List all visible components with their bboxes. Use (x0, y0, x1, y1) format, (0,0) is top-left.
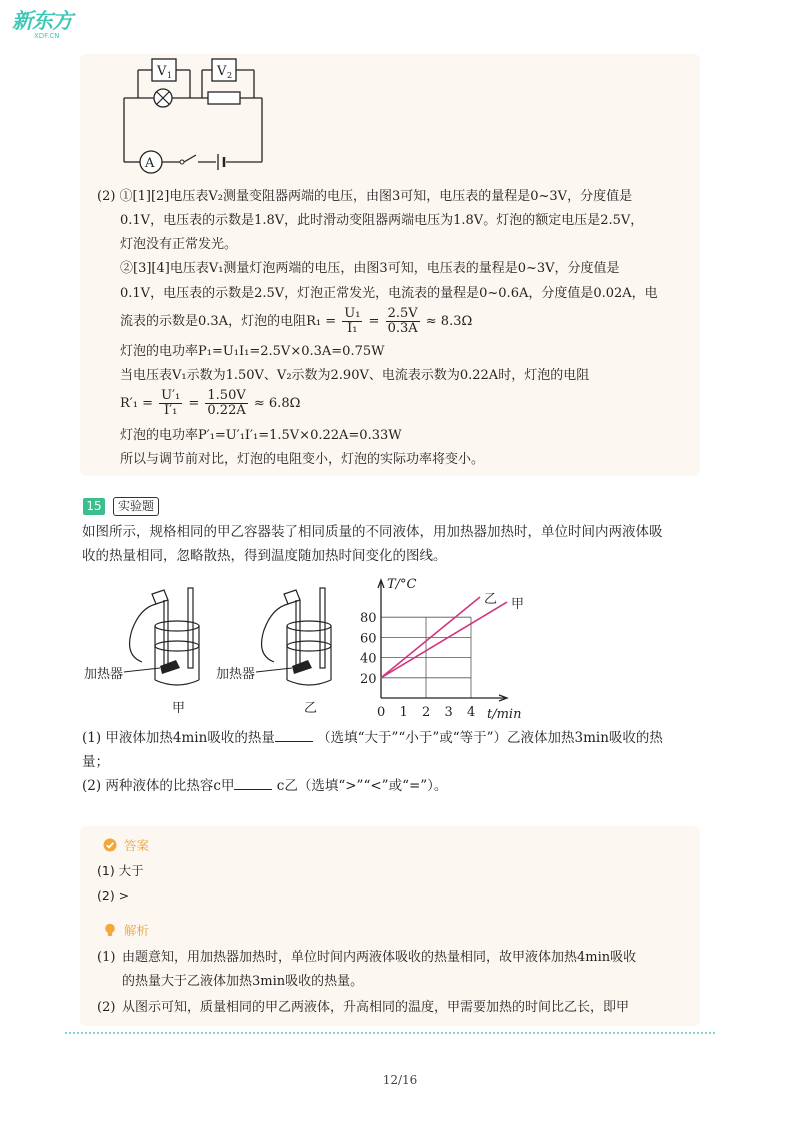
heater-label-2: 加热器 (216, 667, 256, 682)
sub-question-1-text-b: （选填“大于”“小于”或“等于”）乙液体加热3min吸收的热 (317, 730, 663, 746)
sub-question-2-text-b: c乙（选填“>”“<”或“=”）。 (276, 778, 448, 794)
chart-x-tick-label: 0 (377, 705, 386, 720)
svg-text:A: A (145, 156, 155, 171)
solution-line-5: 0.1V，电压表的示数是2.5V，灯泡正常发光，电流表的量程是0~0.6A，分度值是0.02A，电 (120, 286, 658, 301)
answer-heading: 答案 (124, 838, 150, 853)
rheostat-icon (208, 92, 240, 104)
lightbulb-icon (103, 923, 117, 937)
temperature-time-chart (355, 576, 535, 720)
chart-y-tick-label: 60 (360, 631, 377, 647)
solution-line-1: (2) ①[1][2]电压表V₂测量变阻器两端的电压，由图3可知，电压表的量程是0~3V，分度值是 (97, 189, 633, 204)
container-label-jia: 甲 (172, 701, 186, 716)
beaker-figure-jia (80, 580, 220, 720)
sub-question-1 (82, 726, 663, 750)
formula1-fraction-b: $\frac{2.5V}{0.3A}$ (387, 306, 418, 336)
chart-y-tick-label: 20 (360, 671, 377, 687)
section-divider (65, 1032, 715, 1034)
chart-y-tick-label: 40 (360, 651, 377, 667)
ammeter-icon (140, 151, 162, 173)
xdf-logo (12, 10, 72, 42)
chart-series-label: 乙 (484, 592, 498, 607)
svg-text:2: 2 (227, 71, 233, 80)
sub-question-2-number: (2) (82, 778, 102, 794)
sub-question-2 (82, 774, 447, 798)
svg-text:V: V (217, 64, 227, 79)
sub-question-1-number: (1) (82, 730, 102, 746)
analysis-p1-line-2: 的热量大于乙液体加热3min吸收的热量。 (122, 974, 364, 989)
chart-y-axis-label: T/°C (387, 577, 417, 592)
formula2-prefix: R′₁ = (120, 396, 158, 411)
when-line: 当电压表V₁示数为1.50V、V₂示数为2.90V、电流表示数为0.22A时，灯泡的电阻 (120, 368, 590, 383)
answer-blank-1[interactable] (275, 727, 313, 742)
formula2-fraction-b: $\frac{1.50V}{0.22A}$ (207, 388, 246, 418)
chart-x-tick-label: 4 (467, 705, 476, 720)
heater-label-1: 加热器 (84, 667, 124, 682)
logo-subtext: XDF.CN (34, 32, 60, 40)
svg-text:V: V (157, 64, 167, 79)
sub-question-2-text-a: 两种液体的比热容c甲 (105, 778, 235, 794)
resistance-formula-1: 流表的示数是0.3A，灯泡的电阻R₁ = $\frac{\text{U₁}}{\text{I₁}}$ = $\frac{2.5V}{0.3A}$ ≈ 8.3Ω (120, 306, 473, 336)
battery-icon (218, 154, 224, 170)
chart-x-tick-label: 3 (444, 705, 453, 720)
switch-icon (180, 160, 184, 164)
formula2-fraction-a: $\frac{\text{U′₁}}{\text{I′₁}}$ (161, 388, 181, 418)
analysis-p2-line-1: 从图示可知，质量相同的甲乙两液体，升高相同的温度，甲需要加热的时间比乙长，即甲 (122, 1000, 630, 1015)
chart-x-tick-label: 2 (422, 705, 431, 720)
analysis-p1-number: (1) (97, 950, 116, 965)
solution-line-4: ②[3][4]电压表V₁测量灯泡两端的电压，由图3可知，电压表的量程是0~3V，分度值是 (120, 261, 620, 276)
svg-text:1: 1 (167, 71, 173, 80)
voltmeter-v1-icon (152, 59, 176, 81)
sub-question-1-line-2: 量； (82, 754, 109, 770)
formula2-result: ≈ 6.8Ω (253, 396, 301, 411)
analysis-heading: 解析 (124, 923, 150, 938)
question-stem-line-2: 收的热量相同，忽略散热，得到温度随加热时间变化的图线。 (82, 548, 447, 564)
page-number: 12/16 (382, 1073, 418, 1087)
solution-line-3: 灯泡没有正常发光。 (120, 237, 238, 252)
resistance-formula-2: R′₁ = $\frac{\text{U′₁}}{\text{I′₁}}$ = $\frac{1.50V}{0.22A}$ ≈ 6.8Ω (120, 388, 301, 418)
question-stem-line-1: 如图所示，规格相同的甲乙容器装了相同质量的不同液体，用加热器加热时，单位时间内两液体吸 (82, 524, 663, 540)
container-label-yi: 乙 (304, 701, 318, 716)
check-circle-icon (103, 838, 117, 852)
chart-series-line (381, 602, 507, 678)
chart-x-tick-label: 1 (399, 705, 408, 720)
answer-line-1: (1) 大于 (97, 863, 144, 878)
lamp-icon (154, 89, 172, 107)
chart-y-tick-label: 80 (360, 611, 377, 627)
chart-series-label: 甲 (511, 597, 525, 613)
circuit-diagram (118, 54, 268, 176)
chart-x-axis-label: t/min (487, 707, 522, 720)
logo-text: 新东方 (12, 9, 72, 33)
formula1-result: ≈ 8.3Ω (425, 314, 473, 329)
conclusion-line: 所以与调节前对比，灯泡的电阻变小，灯泡的实际功率将变小。 (120, 452, 485, 467)
question-number-badge: 15 (83, 498, 105, 515)
sub-question-1-text-a: 甲液体加热4min吸收的热量 (105, 730, 275, 746)
answer-blank-2[interactable] (234, 775, 272, 790)
formula1-prefix: 流表的示数是0.3A，灯泡的电阻R₁ = (120, 314, 341, 329)
answer-line-2: (2) > (97, 888, 130, 903)
beaker-figure-yi (212, 580, 352, 720)
voltmeter-v2-icon (212, 59, 236, 81)
solution-line-2: 0.1V，电压表的示数是1.8V，此时滑动变阻器两端电压为1.8V。灯泡的额定电压是2.5V， (120, 213, 644, 228)
power-line-2: 灯泡的电功率P′₁=U′₁I′₁=1.5V×0.22A=0.33W (120, 428, 402, 443)
analysis-p1-line-1: 由题意知，用加热器加热时，单位时间内两液体吸收的热量相同，故甲液体加热4min吸收 (122, 950, 637, 965)
power-line-1: 灯泡的电功率P₁=U₁I₁=2.5V×0.3A=0.75W (120, 344, 385, 359)
analysis-p2-number: (2) (97, 1000, 116, 1015)
formula1-fraction-a: $\frac{\text{U₁}}{\text{I₁}}$ (344, 306, 361, 336)
question-type-badge: 实验题 (113, 497, 159, 516)
